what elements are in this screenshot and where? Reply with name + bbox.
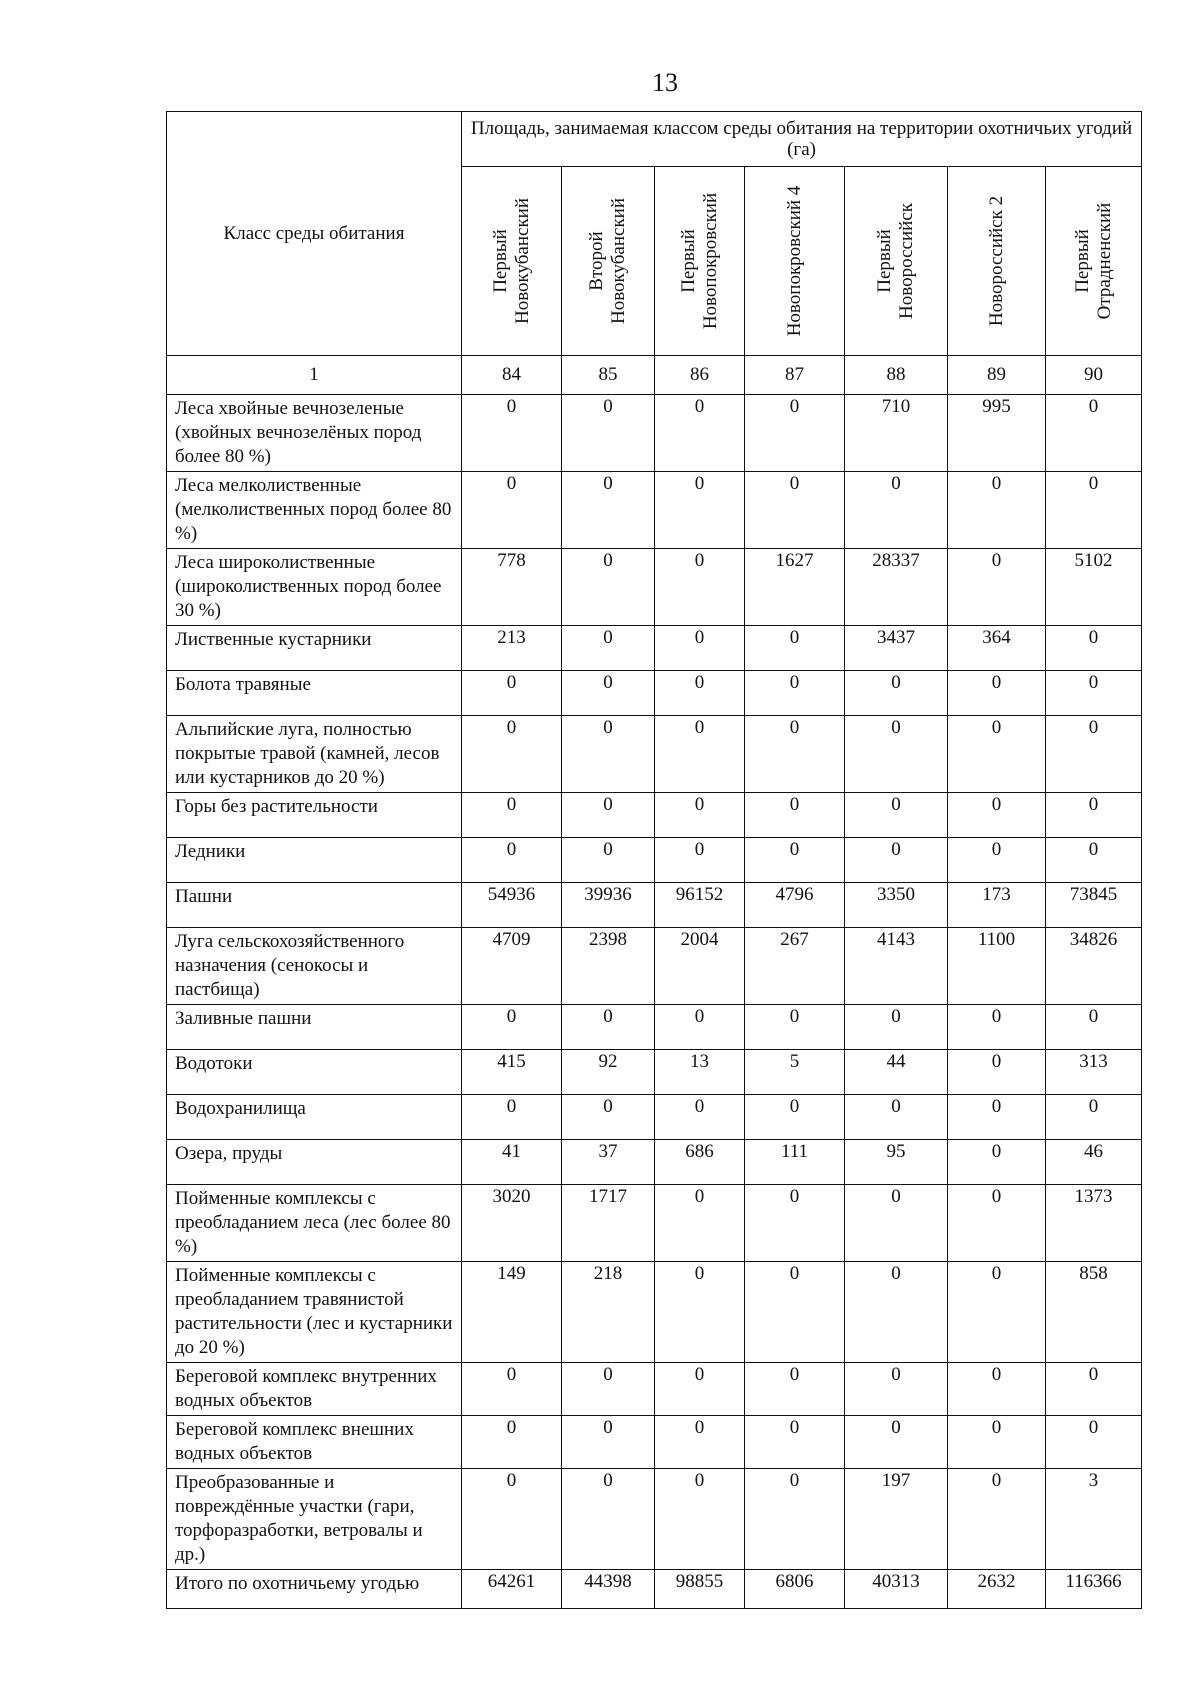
area-value: 0 <box>745 838 845 883</box>
area-value: 3020 <box>462 1185 562 1262</box>
area-value: 0 <box>948 793 1046 838</box>
area-value: 0 <box>462 472 562 549</box>
area-value: 0 <box>462 838 562 883</box>
habitat-class-label: Пойменные комплексы с преобладанием леса (лес более 80 %) <box>167 1185 462 1262</box>
area-value: 0 <box>562 626 655 671</box>
habitat-class-header: Класс среды обитания <box>167 112 462 356</box>
area-value: 0 <box>1046 1416 1142 1469</box>
area-value: 686 <box>655 1140 745 1185</box>
area-value: 0 <box>845 1185 948 1262</box>
area-value: 1100 <box>948 928 1046 1005</box>
area-value: 0 <box>1046 838 1142 883</box>
area-value: 13 <box>655 1050 745 1095</box>
area-value: 1717 <box>562 1185 655 1262</box>
area-value: 92 <box>562 1050 655 1095</box>
area-value: 0 <box>462 671 562 716</box>
area-value: 3437 <box>845 626 948 671</box>
area-value: 0 <box>655 671 745 716</box>
total-value: 116366 <box>1046 1570 1142 1609</box>
table-row <box>167 472 1142 549</box>
area-value: 4796 <box>745 883 845 928</box>
area-value: 0 <box>745 395 845 472</box>
area-value: 0 <box>948 1363 1046 1416</box>
area-value: 0 <box>1046 1005 1142 1050</box>
area-value: 0 <box>1046 395 1142 472</box>
area-value: 0 <box>1046 793 1142 838</box>
area-value: 0 <box>1046 1363 1142 1416</box>
total-value: 2632 <box>948 1570 1046 1609</box>
area-value: 0 <box>745 1363 845 1416</box>
area-value: 41 <box>462 1140 562 1185</box>
area-value: 0 <box>845 793 948 838</box>
table-row <box>167 1005 1142 1050</box>
area-value: 0 <box>562 1416 655 1469</box>
habitat-class-label: Водотоки <box>167 1050 462 1095</box>
area-value: 0 <box>655 1095 745 1140</box>
area-value: 778 <box>462 549 562 626</box>
habitat-class-label: Ледники <box>167 838 462 883</box>
habitat-class-label: Водохранилища <box>167 1095 462 1140</box>
total-label: Итого по охотничьему угодью <box>167 1570 462 1609</box>
page-number: 13 <box>652 68 678 97</box>
area-value: 313 <box>1046 1050 1142 1095</box>
column-index: 84 <box>462 356 562 395</box>
table-row <box>167 549 1142 626</box>
habitat-class-label: Преобразованные и повреждённые участки (гари, торфоразработки, ветровалы и др.) <box>167 1469 462 1570</box>
area-value: 0 <box>655 626 745 671</box>
area-value: 0 <box>948 1140 1046 1185</box>
area-value: 46 <box>1046 1140 1142 1185</box>
area-value: 0 <box>655 1416 745 1469</box>
area-value: 0 <box>562 838 655 883</box>
area-value: 0 <box>1046 716 1142 793</box>
area-value: 197 <box>845 1469 948 1570</box>
area-value: 3350 <box>845 883 948 928</box>
area-value: 0 <box>745 1469 845 1570</box>
area-value: 0 <box>655 1005 745 1050</box>
habitat-class-label: Береговой комплекс внутренних водных объектов <box>167 1363 462 1416</box>
area-value: 0 <box>948 1262 1046 1363</box>
table-row <box>167 1185 1142 1262</box>
area-value: 0 <box>655 395 745 472</box>
area-value: 1627 <box>745 549 845 626</box>
total-value: 44398 <box>562 1570 655 1609</box>
habitat-class-label: Лиственные кустарники <box>167 626 462 671</box>
habitat-class-label: Леса широколиственные (широколиственных пород более 30 %) <box>167 549 462 626</box>
area-value: 0 <box>948 1416 1046 1469</box>
area-value: 0 <box>562 1095 655 1140</box>
area-value: 0 <box>655 1469 745 1570</box>
hunting-ground-header <box>655 167 745 356</box>
area-value: 5 <box>745 1050 845 1095</box>
area-value: 218 <box>562 1262 655 1363</box>
table-row <box>167 1262 1142 1363</box>
area-value: 0 <box>1046 671 1142 716</box>
area-value: 0 <box>1046 1095 1142 1140</box>
table-row <box>167 928 1142 1005</box>
area-value: 0 <box>845 1095 948 1140</box>
area-value: 0 <box>948 838 1046 883</box>
area-value: 111 <box>745 1140 845 1185</box>
table-row <box>167 883 1142 928</box>
area-value: 0 <box>948 671 1046 716</box>
hunting-ground-name: Первый Новопокровский <box>677 192 721 330</box>
area-value: 0 <box>948 549 1046 626</box>
area-value: 0 <box>462 395 562 472</box>
hunting-ground-name: Первый Отрадненский <box>1071 202 1115 320</box>
area-value: 149 <box>462 1262 562 1363</box>
area-value: 0 <box>562 671 655 716</box>
table-row <box>167 838 1142 883</box>
habitat-class-label: Луга сельскохозяйственного назначения (сенокосы и пастбища) <box>167 928 462 1005</box>
area-value: 415 <box>462 1050 562 1095</box>
area-value: 2004 <box>655 928 745 1005</box>
area-value: 0 <box>462 793 562 838</box>
area-value: 0 <box>655 1262 745 1363</box>
area-value: 267 <box>745 928 845 1005</box>
area-value: 0 <box>655 1185 745 1262</box>
area-value: 0 <box>745 716 845 793</box>
area-value: 0 <box>655 472 745 549</box>
area-value: 0 <box>562 395 655 472</box>
habitat-class-label: Горы без растительности <box>167 793 462 838</box>
habitat-class-label: Болота травяные <box>167 671 462 716</box>
area-value: 0 <box>462 1095 562 1140</box>
table-row <box>167 1363 1142 1416</box>
area-value: 364 <box>948 626 1046 671</box>
area-value: 710 <box>845 395 948 472</box>
column-index: 87 <box>745 356 845 395</box>
area-value: 0 <box>655 549 745 626</box>
area-value: 0 <box>562 549 655 626</box>
area-value: 0 <box>745 1185 845 1262</box>
area-value: 0 <box>948 1005 1046 1050</box>
area-value: 39936 <box>562 883 655 928</box>
habitat-class-label: Пойменные комплексы с преобладанием травянистой растительности (лес и кустарники до 20 %) <box>167 1262 462 1363</box>
area-value: 0 <box>462 1363 562 1416</box>
area-value: 0 <box>745 1095 845 1140</box>
area-value: 0 <box>845 671 948 716</box>
area-value: 0 <box>562 1005 655 1050</box>
total-value: 64261 <box>462 1570 562 1609</box>
area-value: 0 <box>845 1416 948 1469</box>
area-value: 0 <box>948 1469 1046 1570</box>
hunting-ground-name: Второй Новокубанский <box>586 197 629 325</box>
column-index: 90 <box>1046 356 1142 395</box>
area-value: 0 <box>562 1469 655 1570</box>
area-value: 0 <box>845 716 948 793</box>
area-value: 0 <box>562 472 655 549</box>
area-value: 0 <box>655 838 745 883</box>
area-value: 0 <box>745 1416 845 1469</box>
area-value: 0 <box>845 1363 948 1416</box>
area-value: 0 <box>745 671 845 716</box>
hunting-ground-name: Новопокровский 4 <box>783 185 805 337</box>
area-value: 5102 <box>1046 549 1142 626</box>
column-index-row <box>167 356 1142 395</box>
area-value: 0 <box>462 1005 562 1050</box>
area-value: 0 <box>1046 472 1142 549</box>
hunting-ground-header <box>845 167 948 356</box>
area-value: 0 <box>948 1050 1046 1095</box>
area-value: 995 <box>948 395 1046 472</box>
area-value: 0 <box>562 716 655 793</box>
area-value: 213 <box>462 626 562 671</box>
area-value: 95 <box>845 1140 948 1185</box>
area-value: 73845 <box>1046 883 1142 928</box>
area-value: 0 <box>948 716 1046 793</box>
table-row <box>167 395 1142 472</box>
area-value: 0 <box>948 1095 1046 1140</box>
area-value: 0 <box>745 472 845 549</box>
area-value: 0 <box>462 1469 562 1570</box>
area-value: 0 <box>845 472 948 549</box>
area-value: 0 <box>745 626 845 671</box>
area-value: 858 <box>1046 1262 1142 1363</box>
area-value: 0 <box>745 1262 845 1363</box>
hunting-ground-header <box>562 167 655 356</box>
area-value: 0 <box>948 472 1046 549</box>
column-index: 88 <box>845 356 948 395</box>
hunting-ground-header <box>1046 167 1142 356</box>
area-value: 0 <box>655 793 745 838</box>
area-value: 37 <box>562 1140 655 1185</box>
total-value: 6806 <box>745 1570 845 1609</box>
table-row <box>167 1050 1142 1095</box>
area-value: 3 <box>1046 1469 1142 1570</box>
table-row <box>167 1416 1142 1469</box>
area-value: 0 <box>462 716 562 793</box>
area-value: 0 <box>462 1416 562 1469</box>
area-value: 44 <box>845 1050 948 1095</box>
area-value: 0 <box>745 793 845 838</box>
area-value: 54936 <box>462 883 562 928</box>
table-row <box>167 793 1142 838</box>
table-row <box>167 671 1142 716</box>
area-value: 4143 <box>845 928 948 1005</box>
area-value: 0 <box>655 1363 745 1416</box>
hunting-ground-header <box>948 167 1046 356</box>
area-value: 0 <box>562 1363 655 1416</box>
column-index: 86 <box>655 356 745 395</box>
area-value: 0 <box>948 1185 1046 1262</box>
column-index: 85 <box>562 356 655 395</box>
area-value: 96152 <box>655 883 745 928</box>
area-value: 34826 <box>1046 928 1142 1005</box>
table-header <box>167 112 1142 395</box>
column-index: 89 <box>948 356 1046 395</box>
hunting-ground-header <box>462 167 562 356</box>
habitat-class-label: Пашни <box>167 883 462 928</box>
area-value: 173 <box>948 883 1046 928</box>
total-value: 40313 <box>845 1570 948 1609</box>
area-value: 0 <box>655 716 745 793</box>
area-value: 2398 <box>562 928 655 1005</box>
area-value: 0 <box>1046 626 1142 671</box>
total-row <box>167 1570 1142 1609</box>
habitat-class-label: Леса хвойные вечнозеленые (хвойных вечнозелёных пород более 80 %) <box>167 395 462 472</box>
hunting-ground-header <box>745 167 845 356</box>
hunting-ground-name: Первый Новокубанский <box>489 197 533 325</box>
total-value: 98855 <box>655 1570 745 1609</box>
table-row <box>167 1469 1142 1570</box>
area-value: 0 <box>845 838 948 883</box>
area-value: 4709 <box>462 928 562 1005</box>
hunting-ground-name: Первый Новороссийск <box>874 203 917 319</box>
column-index: 1 <box>167 356 462 395</box>
habitat-area-table <box>166 111 1142 1609</box>
table-row <box>167 1140 1142 1185</box>
habitat-class-label: Альпийские луга, полностью покрытые травой (камней, лесов или кустарников до 20 %) <box>167 716 462 793</box>
area-value: 0 <box>745 1005 845 1050</box>
area-value: 0 <box>562 793 655 838</box>
hunting-ground-name: Новороссийск 2 <box>985 195 1007 327</box>
habitat-class-label: Береговой комплекс внешних водных объектов <box>167 1416 462 1469</box>
area-value: 1373 <box>1046 1185 1142 1262</box>
table-body <box>167 395 1142 1609</box>
area-value: 0 <box>845 1262 948 1363</box>
area-value: 28337 <box>845 549 948 626</box>
table-row <box>167 716 1142 793</box>
habitat-class-label: Леса мелколиственные (мелколиственных пород более 80 %) <box>167 472 462 549</box>
table-row <box>167 1095 1142 1140</box>
table-row <box>167 626 1142 671</box>
habitat-class-label: Озера, пруды <box>167 1140 462 1185</box>
habitat-class-label: Заливные пашни <box>167 1005 462 1050</box>
area-header: Площадь, занимаемая классом среды обитания на территории охотничьих угодий (га) <box>462 112 1142 167</box>
area-value: 0 <box>845 1005 948 1050</box>
